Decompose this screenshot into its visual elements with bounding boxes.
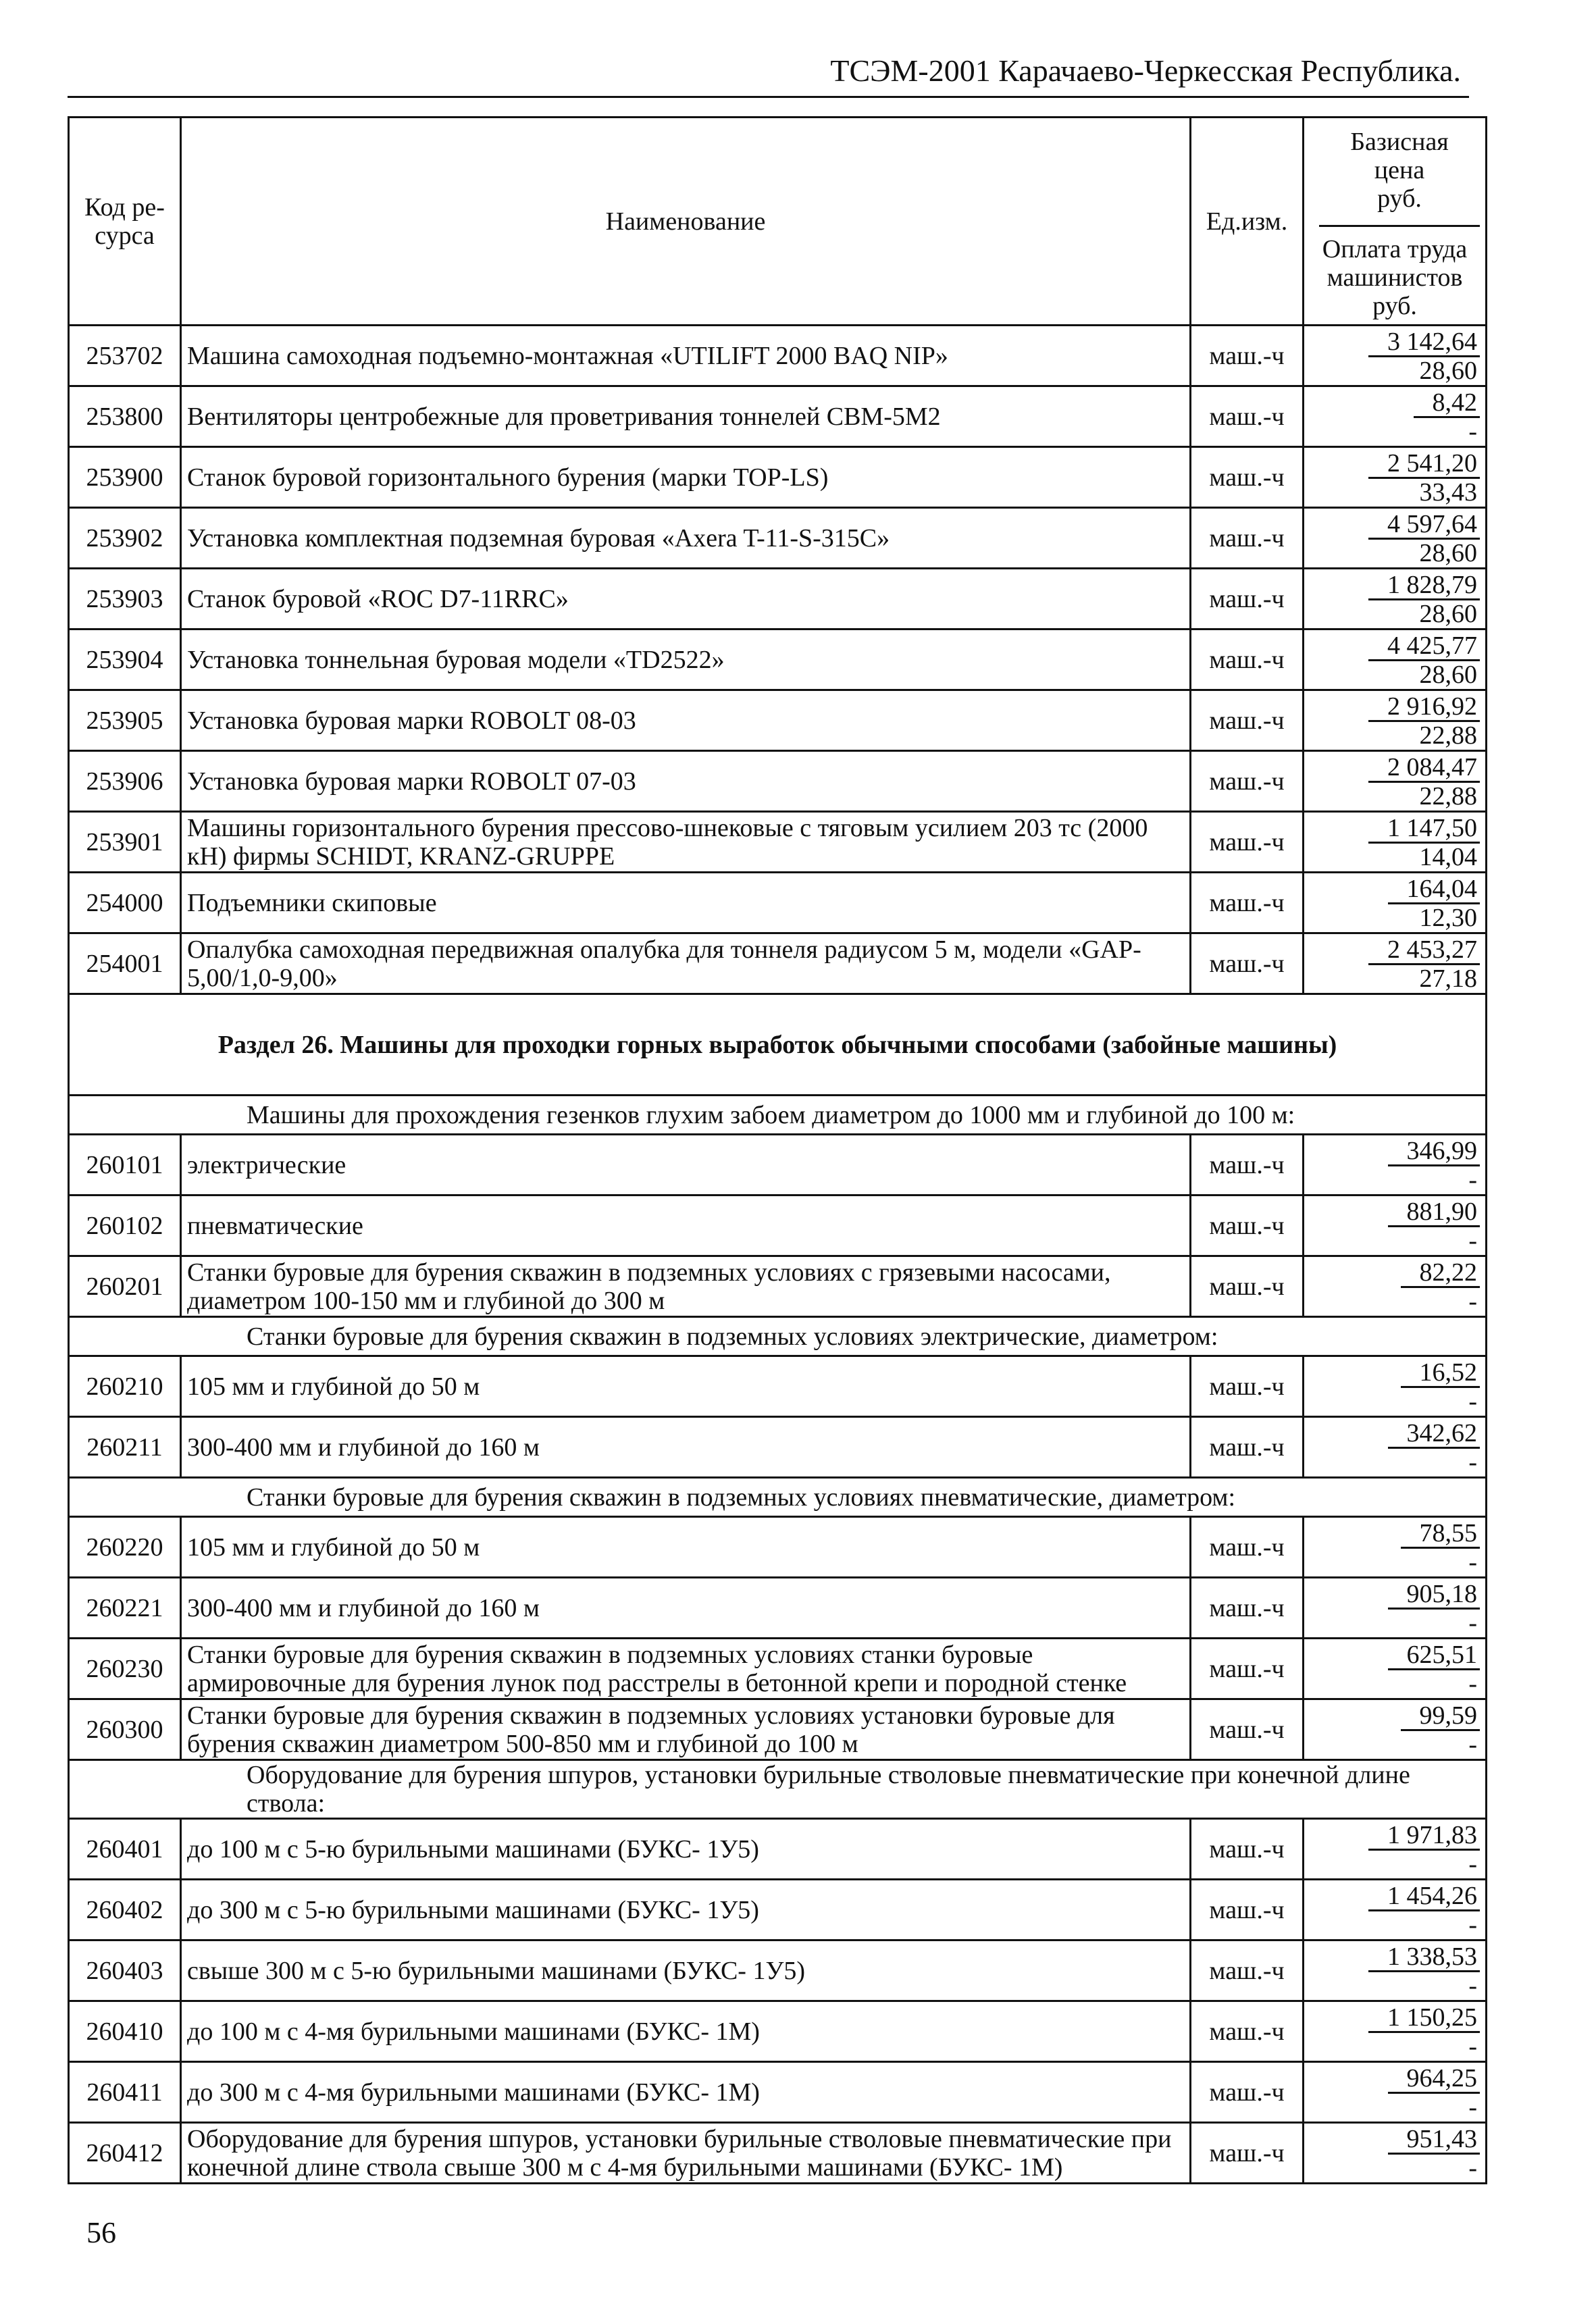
table-row (69, 1819, 1487, 1880)
price-cell (1304, 2062, 1487, 2123)
base-price: 16,52 (1401, 1359, 1481, 1388)
header-price (1304, 118, 1487, 326)
price-cell (1304, 751, 1487, 812)
operator-wage: - (1468, 1971, 1477, 2000)
resource-name: пневматические (181, 1195, 1191, 1256)
table-row (69, 1517, 1487, 1578)
unit-of-measure: маш.-ч (1191, 812, 1304, 873)
base-price: 1 338,53 (1368, 1943, 1480, 1972)
table-row (69, 812, 1487, 873)
group-heading: Станки буровые для бурения скважин в подземных условиях электрические, диаметром: (69, 1317, 1487, 1356)
price-cell (1304, 1819, 1487, 1880)
table-row (69, 2062, 1487, 2123)
unit-of-measure: маш.-ч (1191, 1639, 1304, 1699)
price-cell (1304, 386, 1487, 447)
unit-of-measure: маш.-ч (1191, 1517, 1304, 1578)
price-cell (1304, 2001, 1487, 2062)
base-price: 8,42 (1414, 389, 1481, 418)
operator-wage: 22,88 (1419, 781, 1477, 811)
resource-code: 253904 (69, 629, 181, 690)
table-row (69, 1940, 1487, 2001)
resource-name: до 300 м с 5-ю бурильными машинами (БУКС- 1У5) (181, 1880, 1191, 1940)
unit-of-measure: маш.-ч (1191, 1819, 1304, 1880)
operator-wage: - (1468, 1287, 1477, 1316)
resource-code: 260300 (69, 1699, 181, 1760)
resource-name: Опалубка самоходная передвижная опалубка для тоннеля радиусом 5 м, модели «GAP-5,00/1,0-9,00» (181, 933, 1191, 994)
unit-of-measure: маш.-ч (1191, 1880, 1304, 1940)
base-price: 4 425,77 (1368, 632, 1480, 661)
resource-name: электрические (181, 1135, 1191, 1195)
base-price: 78,55 (1401, 1520, 1481, 1549)
operator-wage: 28,60 (1419, 538, 1477, 567)
base-price: 1 454,26 (1368, 1882, 1480, 1911)
unit-of-measure: маш.-ч (1191, 2123, 1304, 2184)
resource-code: 260411 (69, 2062, 181, 2123)
base-price: 2 453,27 (1368, 936, 1480, 965)
unit-of-measure: маш.-ч (1191, 326, 1304, 386)
header-code: Код ре- сурса (69, 118, 181, 326)
resource-code: 253901 (69, 812, 181, 873)
page-number: 56 (86, 2216, 116, 2249)
operator-wage: - (1468, 2092, 1477, 2122)
price-cell (1304, 690, 1487, 751)
operator-wage: - (1468, 1165, 1477, 1194)
operator-wage: - (1468, 1447, 1477, 1476)
operator-wage: - (1468, 1387, 1477, 1416)
resource-name: Станок буровой «ROC D7-11RRC» (181, 569, 1191, 629)
price-table (68, 116, 1487, 2184)
unit-of-measure: маш.-ч (1191, 690, 1304, 751)
group-heading-row (69, 1096, 1487, 1135)
resource-code: 260230 (69, 1639, 181, 1699)
table-row (69, 1880, 1487, 1940)
resource-name: Станок буровой горизонтального бурения (марки TOP-LS) (181, 447, 1191, 508)
unit-of-measure: маш.-ч (1191, 1135, 1304, 1195)
operator-wage: 33,43 (1419, 478, 1477, 507)
table-row (69, 1135, 1487, 1195)
operator-wage: 14,04 (1419, 842, 1477, 871)
resource-code: 260210 (69, 1356, 181, 1417)
resource-name: Установка буровая марки ROBOLT 07-03 (181, 751, 1191, 812)
price-cell (1304, 812, 1487, 873)
unit-of-measure: маш.-ч (1191, 629, 1304, 690)
resource-name: 300-400 мм и глубиной до 160 м (181, 1578, 1191, 1639)
unit-of-measure: маш.-ч (1191, 1699, 1304, 1760)
price-cell (1304, 1940, 1487, 2001)
unit-of-measure: маш.-ч (1191, 1195, 1304, 1256)
table-row (69, 386, 1487, 447)
operator-wage: - (1468, 1910, 1477, 1939)
operator-wage: 28,60 (1419, 660, 1477, 689)
base-price: 625,51 (1388, 1641, 1481, 1670)
price-cell (1304, 1135, 1487, 1195)
resource-code: 254000 (69, 873, 181, 933)
price-cell (1304, 1356, 1487, 1417)
resource-code: 260220 (69, 1517, 181, 1578)
unit-of-measure: маш.-ч (1191, 508, 1304, 569)
resource-code: 253905 (69, 690, 181, 751)
resource-code: 260221 (69, 1578, 181, 1639)
operator-wage: 28,60 (1419, 599, 1477, 628)
running-header (68, 49, 1469, 98)
price-cell (1304, 933, 1487, 994)
price-cell (1304, 1639, 1487, 1699)
unit-of-measure: маш.-ч (1191, 1940, 1304, 2001)
table-row (69, 1256, 1487, 1317)
resource-name: 105 мм и глубиной до 50 м (181, 1356, 1191, 1417)
unit-of-measure: маш.-ч (1191, 2001, 1304, 2062)
unit-of-measure: маш.-ч (1191, 1256, 1304, 1317)
resource-code: 253903 (69, 569, 181, 629)
group-heading: Оборудование для бурения шпуров, установки бурильные стволовые пневматические при конечной длине ствола: (69, 1760, 1487, 1819)
group-heading-row (69, 1760, 1487, 1819)
resource-name: Станки буровые для бурения скважин в подземных условиях станки буровые армировочные для бурения лунок под расстрелы в бетонной крепи и породной стенке (181, 1639, 1191, 1699)
resource-name: Станки буровые для бурения скважин в подземных условиях с грязевыми насосами, диаметром 100-150 мм и глубиной до 300 м (181, 1256, 1191, 1317)
operator-wage: 28,60 (1419, 356, 1477, 385)
operator-wage: - (1468, 1669, 1477, 1698)
resource-name: Установка тоннельная буровая модели «TD2522» (181, 629, 1191, 690)
base-price: 4 597,64 (1368, 511, 1480, 540)
table-row (69, 1699, 1487, 1760)
unit-of-measure: маш.-ч (1191, 873, 1304, 933)
base-price: 2 541,20 (1368, 450, 1480, 479)
base-price: 3 142,64 (1368, 328, 1480, 357)
table-row (69, 1356, 1487, 1417)
resource-name: Машина самоходная подъемно-монтажная «UTILIFT 2000 BAQ NIP» (181, 326, 1191, 386)
base-price: 2 916,92 (1368, 693, 1480, 722)
price-cell (1304, 1699, 1487, 1760)
resource-name: 105 мм и глубиной до 50 м (181, 1517, 1191, 1578)
base-price: 964,25 (1388, 2065, 1481, 2094)
resource-code: 253902 (69, 508, 181, 569)
operator-wage: 22,88 (1419, 721, 1477, 750)
price-cell (1304, 873, 1487, 933)
header-price-labor: Оплата труда машинистов руб. (1322, 235, 1468, 320)
base-price: 164,04 (1388, 875, 1481, 904)
base-price: 1 828,79 (1368, 571, 1480, 600)
unit-of-measure: маш.-ч (1191, 569, 1304, 629)
table-row (69, 508, 1487, 569)
resource-name: Вентиляторы центробежные для проветривания тоннелей СВМ-5М2 (181, 386, 1191, 447)
resource-code: 254001 (69, 933, 181, 994)
group-heading-row (69, 1478, 1487, 1517)
price-table-body (69, 118, 1487, 2184)
unit-of-measure: маш.-ч (1191, 447, 1304, 508)
group-heading: Машины для прохождения гезенков глухим забоем диаметром до 1000 мм и глубиной до 100 м: (69, 1096, 1487, 1135)
base-price: 1 150,25 (1368, 2004, 1480, 2033)
unit-of-measure: маш.-ч (1191, 386, 1304, 447)
table-row (69, 1578, 1487, 1639)
base-price: 905,18 (1388, 1580, 1481, 1610)
resource-code: 260201 (69, 1256, 181, 1317)
table-row (69, 690, 1487, 751)
operator-wage: 12,30 (1419, 903, 1477, 932)
table-row (69, 2123, 1487, 2184)
operator-wage: - (1468, 1547, 1477, 1576)
resource-code: 260410 (69, 2001, 181, 2062)
price-cell (1304, 569, 1487, 629)
operator-wage: - (1468, 2153, 1477, 2182)
operator-wage: - (1468, 1226, 1477, 1255)
base-price: 99,59 (1401, 1702, 1481, 1731)
resource-code: 260101 (69, 1135, 181, 1195)
price-cell (1304, 1578, 1487, 1639)
operator-wage: - (1468, 1608, 1477, 1637)
unit-of-measure: маш.-ч (1191, 933, 1304, 994)
header-unit: Ед.изм. (1191, 118, 1304, 326)
base-price: 1 147,50 (1368, 815, 1480, 844)
table-row (69, 1639, 1487, 1699)
base-price: 1 971,83 (1368, 1822, 1480, 1851)
price-cell (1304, 508, 1487, 569)
table-row (69, 326, 1487, 386)
resource-code: 260412 (69, 2123, 181, 2184)
price-cell (1304, 447, 1487, 508)
resource-code: 260211 (69, 1417, 181, 1478)
price-cell (1304, 1417, 1487, 1478)
table-row (69, 1195, 1487, 1256)
price-cell (1304, 1517, 1487, 1578)
unit-of-measure: маш.-ч (1191, 2062, 1304, 2123)
resource-name: до 100 м с 4-мя бурильными машинами (БУКС- 1М) (181, 2001, 1191, 2062)
resource-code: 260402 (69, 1880, 181, 1940)
unit-of-measure: маш.-ч (1191, 1356, 1304, 1417)
table-row (69, 1417, 1487, 1478)
unit-of-measure: маш.-ч (1191, 1578, 1304, 1639)
table-row (69, 569, 1487, 629)
header-name: Наименование (181, 118, 1191, 326)
resource-name: до 100 м с 5-ю бурильными машинами (БУКС- 1У5) (181, 1819, 1191, 1880)
base-price: 342,62 (1388, 1420, 1481, 1449)
base-price: 951,43 (1388, 2126, 1481, 2155)
resource-code: 253702 (69, 326, 181, 386)
base-price: 881,90 (1388, 1198, 1481, 1227)
base-price: 346,99 (1388, 1137, 1481, 1166)
operator-wage: - (1468, 1849, 1477, 1878)
operator-wage: - (1468, 1730, 1477, 1759)
price-cell (1304, 1256, 1487, 1317)
table-row (69, 2001, 1487, 2062)
header-price-base: Базисная цена руб. (1319, 118, 1480, 227)
unit-of-measure: маш.-ч (1191, 751, 1304, 812)
resource-name: Станки буровые для бурения скважин в подземных условиях установки буровые для бурения скважин диаметром 500-850 мм и глубиной до 100 м (181, 1699, 1191, 1760)
table-row (69, 751, 1487, 812)
group-heading: Станки буровые для бурения скважин в подземных условиях пневматические, диаметром: (69, 1478, 1487, 1517)
section-title: Раздел 26. Машины для проходки горных выработок обычными способами (забойные машины) (69, 994, 1487, 1096)
unit-of-measure: маш.-ч (1191, 1417, 1304, 1478)
resource-name: свыше 300 м с 5-ю бурильными машинами (БУКС- 1У5) (181, 1940, 1191, 2001)
base-price: 2 084,47 (1368, 754, 1480, 783)
resource-name: Установка буровая марки ROBOLT 08-03 (181, 690, 1191, 751)
price-cell (1304, 1195, 1487, 1256)
price-cell (1304, 326, 1487, 386)
resource-code: 253800 (69, 386, 181, 447)
resource-name: Оборудование для бурения шпуров, установки бурильные стволовые пневматические при конечной длине ствола свыше 300 м с 4-мя бурильными машинами (БУКС- 1М) (181, 2123, 1191, 2184)
table-row (69, 873, 1487, 933)
operator-wage: - (1468, 2032, 1477, 2061)
resource-name: Подъемники скиповые (181, 873, 1191, 933)
table-row (69, 629, 1487, 690)
price-cell (1304, 1880, 1487, 1940)
operator-wage: 27,18 (1419, 964, 1477, 993)
price-cell (1304, 2123, 1487, 2184)
price-cell (1304, 629, 1487, 690)
table-row (69, 447, 1487, 508)
resource-name: 300-400 мм и глубиной до 160 м (181, 1417, 1191, 1478)
group-heading-row (69, 1317, 1487, 1356)
resource-code: 253900 (69, 447, 181, 508)
resource-code: 253906 (69, 751, 181, 812)
table-header-row (69, 118, 1487, 326)
resource-code: 260403 (69, 1940, 181, 2001)
resource-code: 260401 (69, 1819, 181, 1880)
table-row (69, 933, 1487, 994)
header-title: ТСЭМ-2001 Карачаево-Черкесская Республика. (830, 53, 1461, 88)
resource-code: 260102 (69, 1195, 181, 1256)
operator-wage: - (1468, 417, 1477, 446)
resource-name: до 300 м с 4-мя бурильными машинами (БУКС- 1М) (181, 2062, 1191, 2123)
base-price: 82,22 (1401, 1259, 1481, 1288)
resource-name: Машины горизонтального бурения прессово-шнековые с тяговым усилием 203 тс (2000 кН) фирмы SCHIDT, KRANZ-GRUPPE (181, 812, 1191, 873)
section-title-row (69, 994, 1487, 1096)
resource-name: Установка комплектная подземная буровая «Axera T-11-S-315C» (181, 508, 1191, 569)
